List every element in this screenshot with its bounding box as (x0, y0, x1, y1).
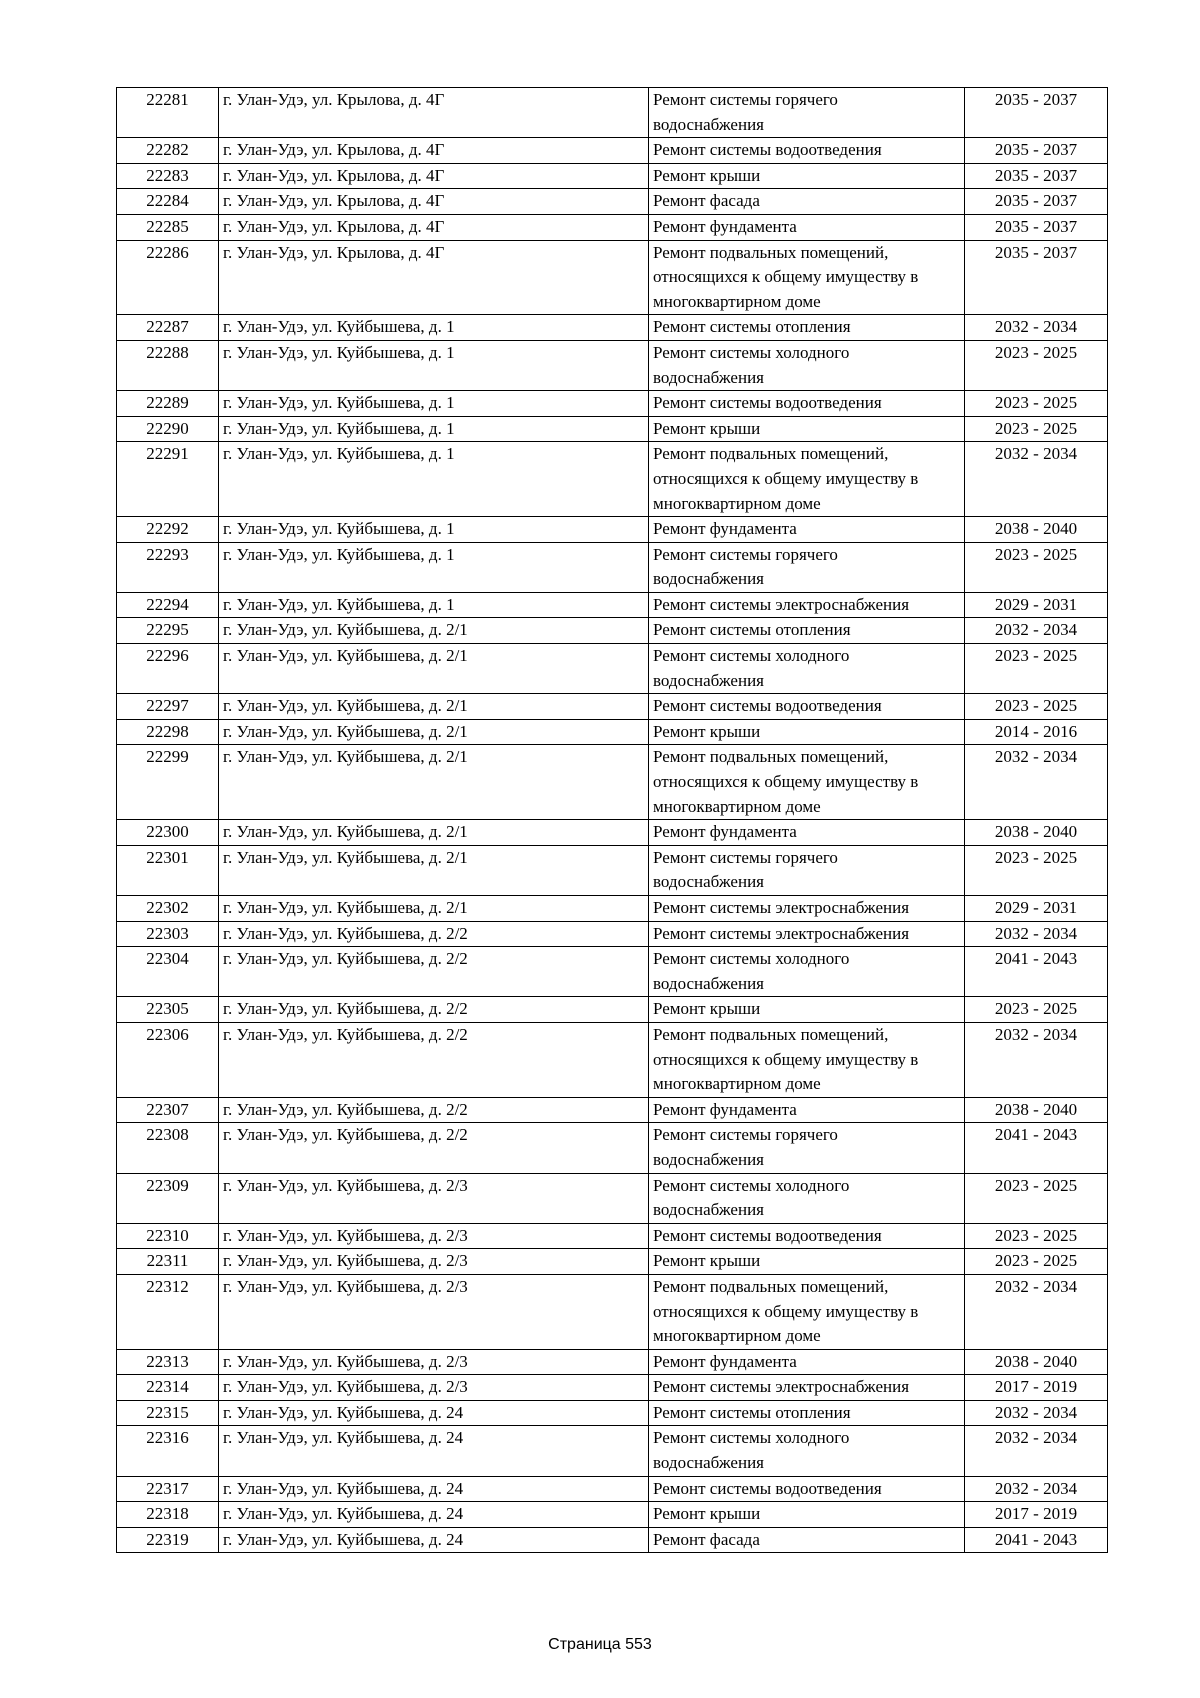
row-number-cell: 22286 (117, 240, 219, 315)
table-row (117, 745, 1108, 820)
period-cell: 2035 - 2037 (965, 214, 1108, 240)
table-row (117, 240, 1108, 315)
row-number-cell: 22289 (117, 391, 219, 417)
table-row (117, 1527, 1108, 1553)
work-type-cell: Ремонт системы холодного водоснабжения (649, 1426, 965, 1476)
period-cell: 2035 - 2037 (965, 163, 1108, 189)
address-cell: г. Улан-Удэ, ул. Куйбышева, д. 2/3 (219, 1249, 649, 1275)
period-cell: 2032 - 2034 (965, 1400, 1108, 1426)
table-row (117, 517, 1108, 543)
work-type-cell: Ремонт системы электроснабжения (649, 921, 965, 947)
period-cell: 2035 - 2037 (965, 138, 1108, 164)
work-type-cell: Ремонт системы холодного водоснабжения (649, 644, 965, 694)
table-row (117, 442, 1108, 517)
table-row (117, 644, 1108, 694)
address-cell: г. Улан-Удэ, ул. Куйбышева, д. 1 (219, 542, 649, 592)
period-cell: 2017 - 2019 (965, 1502, 1108, 1528)
period-cell: 2032 - 2034 (965, 442, 1108, 517)
period-cell: 2041 - 2043 (965, 1123, 1108, 1173)
period-cell: 2035 - 2037 (965, 240, 1108, 315)
period-cell: 2023 - 2025 (965, 1223, 1108, 1249)
address-cell: г. Улан-Удэ, ул. Крылова, д. 4Г (219, 163, 649, 189)
address-cell: г. Улан-Удэ, ул. Куйбышева, д. 24 (219, 1426, 649, 1476)
table-row (117, 1476, 1108, 1502)
table-row (117, 542, 1108, 592)
address-cell: г. Улан-Удэ, ул. Куйбышева, д. 2/3 (219, 1173, 649, 1223)
address-cell: г. Улан-Удэ, ул. Крылова, д. 4Г (219, 138, 649, 164)
table-row (117, 391, 1108, 417)
period-cell: 2032 - 2034 (965, 1274, 1108, 1349)
row-number-cell: 22295 (117, 618, 219, 644)
period-cell: 2017 - 2019 (965, 1375, 1108, 1401)
address-cell: г. Улан-Удэ, ул. Куйбышева, д. 2/1 (219, 820, 649, 846)
address-cell: г. Улан-Удэ, ул. Куйбышева, д. 2/1 (219, 745, 649, 820)
table-row (117, 921, 1108, 947)
table-row (117, 1097, 1108, 1123)
work-type-cell: Ремонт фундамента (649, 517, 965, 543)
row-number-cell: 22281 (117, 88, 219, 138)
row-number-cell: 22306 (117, 1022, 219, 1097)
period-cell: 2023 - 2025 (965, 416, 1108, 442)
address-cell: г. Улан-Удэ, ул. Куйбышева, д. 2/2 (219, 997, 649, 1023)
work-type-cell: Ремонт крыши (649, 1502, 965, 1528)
row-number-cell: 22287 (117, 315, 219, 341)
row-number-cell: 22312 (117, 1274, 219, 1349)
table-row (117, 1400, 1108, 1426)
work-type-cell: Ремонт системы отопления (649, 315, 965, 341)
period-cell: 2035 - 2037 (965, 189, 1108, 215)
period-cell: 2038 - 2040 (965, 1097, 1108, 1123)
work-type-cell: Ремонт крыши (649, 163, 965, 189)
table-row (117, 1223, 1108, 1249)
address-cell: г. Улан-Удэ, ул. Куйбышева, д. 2/1 (219, 845, 649, 895)
table-row (117, 1123, 1108, 1173)
row-number-cell: 22305 (117, 997, 219, 1023)
table-row (117, 214, 1108, 240)
period-cell: 2023 - 2025 (965, 644, 1108, 694)
row-number-cell: 22290 (117, 416, 219, 442)
table-row (117, 845, 1108, 895)
row-number-cell: 22298 (117, 719, 219, 745)
address-cell: г. Улан-Удэ, ул. Крылова, д. 4Г (219, 214, 649, 240)
table-row (117, 947, 1108, 997)
address-cell: г. Улан-Удэ, ул. Куйбышева, д. 1 (219, 391, 649, 417)
work-type-cell: Ремонт системы горячего водоснабжения (649, 1123, 965, 1173)
address-cell: г. Улан-Удэ, ул. Крылова, д. 4Г (219, 240, 649, 315)
row-number-cell: 22302 (117, 896, 219, 922)
period-cell: 2041 - 2043 (965, 947, 1108, 997)
work-type-cell: Ремонт подвальных помещений, относящихся к общему имуществу в многоквартирном доме (649, 442, 965, 517)
row-number-cell: 22293 (117, 542, 219, 592)
table-row (117, 820, 1108, 846)
row-number-cell: 22285 (117, 214, 219, 240)
row-number-cell: 22292 (117, 517, 219, 543)
period-cell: 2035 - 2037 (965, 88, 1108, 138)
row-number-cell: 22291 (117, 442, 219, 517)
row-number-cell: 22317 (117, 1476, 219, 1502)
period-cell: 2038 - 2040 (965, 820, 1108, 846)
period-cell: 2041 - 2043 (965, 1527, 1108, 1553)
row-number-cell: 22299 (117, 745, 219, 820)
table-row (117, 618, 1108, 644)
address-cell: г. Улан-Удэ, ул. Куйбышева, д. 2/1 (219, 719, 649, 745)
table-row (117, 896, 1108, 922)
table-row (117, 340, 1108, 390)
work-type-cell: Ремонт фундамента (649, 1349, 965, 1375)
table-row (117, 1426, 1108, 1476)
work-type-cell: Ремонт системы холодного водоснабжения (649, 1173, 965, 1223)
work-type-cell: Ремонт системы горячего водоснабжения (649, 845, 965, 895)
period-cell: 2038 - 2040 (965, 1349, 1108, 1375)
work-type-cell: Ремонт системы холодного водоснабжения (649, 340, 965, 390)
period-cell: 2029 - 2031 (965, 896, 1108, 922)
table-row (117, 315, 1108, 341)
work-type-cell: Ремонт фасада (649, 1527, 965, 1553)
row-number-cell: 22316 (117, 1426, 219, 1476)
address-cell: г. Улан-Удэ, ул. Куйбышева, д. 1 (219, 592, 649, 618)
address-cell: г. Улан-Удэ, ул. Куйбышева, д. 2/3 (219, 1375, 649, 1401)
work-type-cell: Ремонт крыши (649, 416, 965, 442)
row-number-cell: 22314 (117, 1375, 219, 1401)
work-type-cell: Ремонт фасада (649, 189, 965, 215)
address-cell: г. Улан-Удэ, ул. Куйбышева, д. 2/2 (219, 921, 649, 947)
address-cell: г. Улан-Удэ, ул. Куйбышева, д. 1 (219, 315, 649, 341)
address-cell: г. Улан-Удэ, ул. Куйбышева, д. 2/3 (219, 1274, 649, 1349)
period-cell: 2032 - 2034 (965, 1022, 1108, 1097)
address-cell: г. Улан-Удэ, ул. Куйбышева, д. 1 (219, 517, 649, 543)
work-type-cell: Ремонт системы водоотведения (649, 391, 965, 417)
row-number-cell: 22313 (117, 1349, 219, 1375)
address-cell: г. Улан-Удэ, ул. Крылова, д. 4Г (219, 189, 649, 215)
row-number-cell: 22282 (117, 138, 219, 164)
row-number-cell: 22297 (117, 694, 219, 720)
table-row (117, 719, 1108, 745)
address-cell: г. Улан-Удэ, ул. Крылова, д. 4Г (219, 88, 649, 138)
work-type-cell: Ремонт подвальных помещений, относящихся к общему имуществу в многоквартирном доме (649, 1022, 965, 1097)
work-type-cell: Ремонт системы отопления (649, 1400, 965, 1426)
period-cell: 2032 - 2034 (965, 921, 1108, 947)
address-cell: г. Улан-Удэ, ул. Куйбышева, д. 1 (219, 340, 649, 390)
period-cell: 2032 - 2034 (965, 1426, 1108, 1476)
work-type-cell: Ремонт крыши (649, 719, 965, 745)
row-number-cell: 22311 (117, 1249, 219, 1275)
work-type-cell: Ремонт подвальных помещений, относящихся к общему имуществу в многоквартирном доме (649, 240, 965, 315)
row-number-cell: 22318 (117, 1502, 219, 1528)
period-cell: 2029 - 2031 (965, 592, 1108, 618)
table-row (117, 189, 1108, 215)
address-cell: г. Улан-Удэ, ул. Куйбышева, д. 2/3 (219, 1349, 649, 1375)
period-cell: 2032 - 2034 (965, 315, 1108, 341)
table-row (117, 163, 1108, 189)
row-number-cell: 22296 (117, 644, 219, 694)
work-type-cell: Ремонт крыши (649, 997, 965, 1023)
work-type-cell: Ремонт системы электроснабжения (649, 896, 965, 922)
row-number-cell: 22309 (117, 1173, 219, 1223)
work-type-cell: Ремонт фундамента (649, 1097, 965, 1123)
period-cell: 2023 - 2025 (965, 845, 1108, 895)
work-type-cell: Ремонт системы горячего водоснабжения (649, 88, 965, 138)
work-type-cell: Ремонт системы электроснабжения (649, 1375, 965, 1401)
row-number-cell: 22284 (117, 189, 219, 215)
row-number-cell: 22307 (117, 1097, 219, 1123)
period-cell: 2032 - 2034 (965, 1476, 1108, 1502)
table-row (117, 1274, 1108, 1349)
address-cell: г. Улан-Удэ, ул. Куйбышева, д. 2/1 (219, 694, 649, 720)
table-row (117, 88, 1108, 138)
work-type-cell: Ремонт системы отопления (649, 618, 965, 644)
table-row (117, 1249, 1108, 1275)
work-type-cell: Ремонт фундамента (649, 820, 965, 846)
table-row (117, 997, 1108, 1023)
period-cell: 2023 - 2025 (965, 1173, 1108, 1223)
address-cell: г. Улан-Удэ, ул. Куйбышева, д. 2/2 (219, 1097, 649, 1123)
row-number-cell: 22304 (117, 947, 219, 997)
repair-schedule-table (116, 87, 1108, 1553)
work-type-cell: Ремонт подвальных помещений, относящихся к общему имуществу в многоквартирном доме (649, 745, 965, 820)
address-cell: г. Улан-Удэ, ул. Куйбышева, д. 2/2 (219, 1123, 649, 1173)
period-cell: 2023 - 2025 (965, 997, 1108, 1023)
work-type-cell: Ремонт системы водоотведения (649, 1223, 965, 1249)
table-body (117, 88, 1108, 1553)
work-type-cell: Ремонт системы водоотведения (649, 138, 965, 164)
address-cell: г. Улан-Удэ, ул. Куйбышева, д. 2/2 (219, 1022, 649, 1097)
period-cell: 2023 - 2025 (965, 340, 1108, 390)
period-cell: 2038 - 2040 (965, 517, 1108, 543)
period-cell: 2023 - 2025 (965, 542, 1108, 592)
table-row (117, 416, 1108, 442)
row-number-cell: 22319 (117, 1527, 219, 1553)
row-number-cell: 22308 (117, 1123, 219, 1173)
work-type-cell: Ремонт крыши (649, 1249, 965, 1275)
work-type-cell: Ремонт системы водоотведения (649, 1476, 965, 1502)
address-cell: г. Улан-Удэ, ул. Куйбышева, д. 2/3 (219, 1223, 649, 1249)
period-cell: 2023 - 2025 (965, 1249, 1108, 1275)
page-number: Страница 553 (548, 1636, 652, 1653)
row-number-cell: 22310 (117, 1223, 219, 1249)
table-row (117, 1502, 1108, 1528)
work-type-cell: Ремонт подвальных помещений, относящихся к общему имуществу в многоквартирном доме (649, 1274, 965, 1349)
address-cell: г. Улан-Удэ, ул. Куйбышева, д. 24 (219, 1502, 649, 1528)
row-number-cell: 22300 (117, 820, 219, 846)
row-number-cell: 22288 (117, 340, 219, 390)
address-cell: г. Улан-Удэ, ул. Куйбышева, д. 2/1 (219, 618, 649, 644)
period-cell: 2023 - 2025 (965, 391, 1108, 417)
table-row (117, 1173, 1108, 1223)
address-cell: г. Улан-Удэ, ул. Куйбышева, д. 2/1 (219, 896, 649, 922)
table-row (117, 694, 1108, 720)
row-number-cell: 22294 (117, 592, 219, 618)
row-number-cell: 22301 (117, 845, 219, 895)
address-cell: г. Улан-Удэ, ул. Куйбышева, д. 1 (219, 416, 649, 442)
period-cell: 2014 - 2016 (965, 719, 1108, 745)
work-type-cell: Ремонт системы горячего водоснабжения (649, 542, 965, 592)
address-cell: г. Улан-Удэ, ул. Куйбышева, д. 2/1 (219, 644, 649, 694)
period-cell: 2032 - 2034 (965, 618, 1108, 644)
address-cell: г. Улан-Удэ, ул. Куйбышева, д. 2/2 (219, 947, 649, 997)
address-cell: г. Улан-Удэ, ул. Куйбышева, д. 1 (219, 442, 649, 517)
work-type-cell: Ремонт системы холодного водоснабжения (649, 947, 965, 997)
row-number-cell: 22315 (117, 1400, 219, 1426)
row-number-cell: 22303 (117, 921, 219, 947)
work-type-cell: Ремонт фундамента (649, 214, 965, 240)
table-row (117, 1349, 1108, 1375)
work-type-cell: Ремонт системы электроснабжения (649, 592, 965, 618)
table-row (117, 592, 1108, 618)
period-cell: 2023 - 2025 (965, 694, 1108, 720)
work-type-cell: Ремонт системы водоотведения (649, 694, 965, 720)
period-cell: 2032 - 2034 (965, 745, 1108, 820)
table-row (117, 1375, 1108, 1401)
address-cell: г. Улан-Удэ, ул. Куйбышева, д. 24 (219, 1476, 649, 1502)
row-number-cell: 22283 (117, 163, 219, 189)
table-row (117, 1022, 1108, 1097)
table-row (117, 138, 1108, 164)
address-cell: г. Улан-Удэ, ул. Куйбышева, д. 24 (219, 1400, 649, 1426)
address-cell: г. Улан-Удэ, ул. Куйбышева, д. 24 (219, 1527, 649, 1553)
